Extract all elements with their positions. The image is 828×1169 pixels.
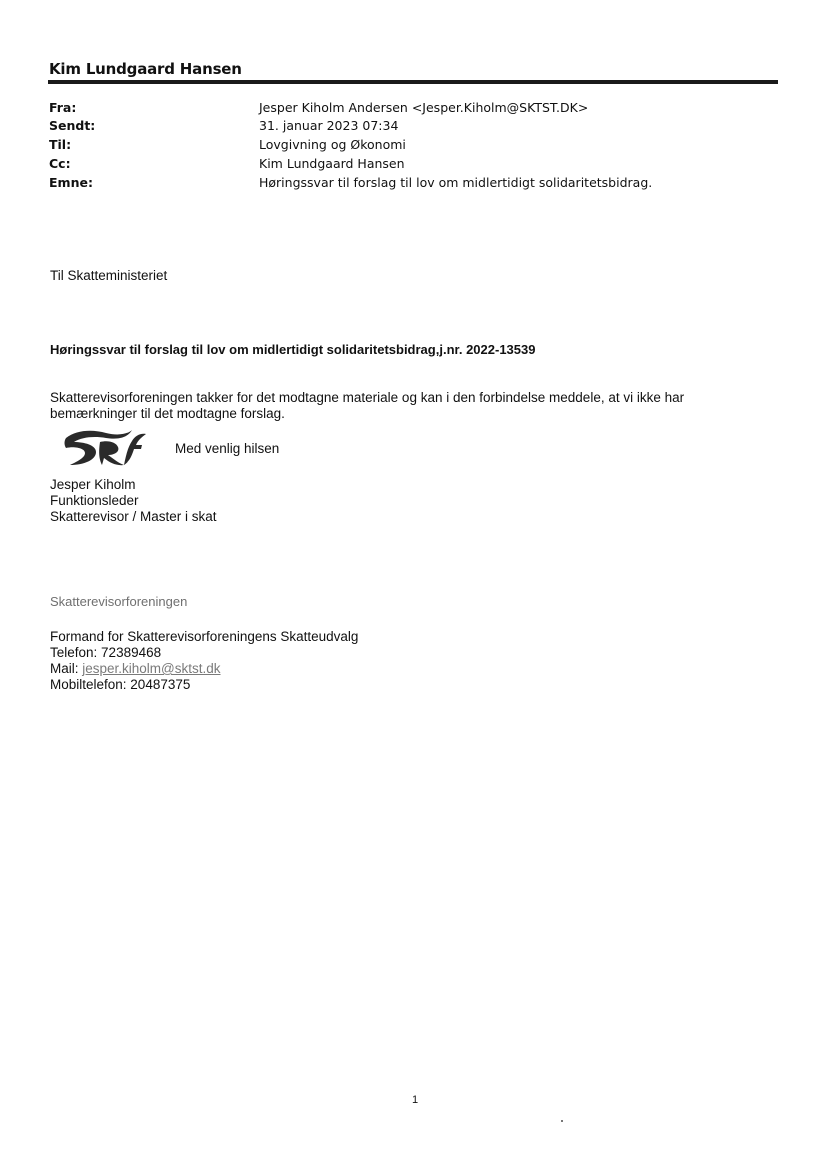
recipient-line: Til Skatteministeriet	[50, 268, 168, 283]
mobile-value: 20487375	[130, 677, 191, 692]
mobile-line	[50, 677, 190, 694]
meta-row-subject	[49, 175, 789, 193]
phone-label: Telefon:	[50, 645, 102, 660]
meta-label-to: Til:	[49, 137, 72, 152]
body-paragraph-line-2: bemærkninger til det modtagne forslag.	[50, 406, 285, 421]
meta-label-subject: Emne:	[49, 175, 93, 190]
mail-line	[50, 661, 221, 678]
phone-line	[50, 645, 161, 662]
page-number: 1	[412, 1094, 419, 1106]
meta-label-cc: Cc:	[49, 156, 71, 171]
meta-row-cc	[49, 156, 789, 174]
meta-value-subject: Høringssvar til forslag til lov om midlertidigt solidaritetsbidrag.	[259, 175, 653, 190]
meta-row-sent	[49, 118, 789, 136]
organization-name: Skatterevisorforeningen	[50, 594, 188, 609]
greeting: Med venlig hilsen	[175, 441, 280, 456]
signature-role: Skatterevisor / Master i skat	[50, 509, 217, 524]
srf-logo	[62, 425, 150, 469]
body-paragraph-line-1: Skatterevisorforeningen takker for det modtagne materiale og kan i den forbindelse meddele, at vi ikke har	[50, 390, 685, 405]
meta-row-to	[49, 137, 789, 155]
mail-link[interactable]: jesper.kiholm@sktst.dk	[82, 661, 221, 676]
subject-heading: Høringssvar til forslag til lov om midlertidigt solidaritetsbidrag,j.nr. 2022-13539	[50, 342, 536, 357]
phone-value: 72389468	[101, 645, 162, 660]
committee-line: Formand for Skatterevisorforeningens Skatteudvalg	[50, 629, 359, 644]
meta-value-sent: 31. januar 2023 07:34	[259, 118, 399, 133]
signature-title: Funktionsleder	[50, 493, 139, 508]
signature-name: Jesper Kiholm	[50, 477, 136, 492]
meta-row-from	[49, 100, 789, 118]
mail-label: Mail:	[50, 661, 83, 676]
sender-name-heading: Kim Lundgaard Hansen	[49, 60, 242, 78]
header-divider	[48, 80, 778, 84]
meta-label-from: Fra:	[49, 100, 77, 115]
scan-speck	[561, 1120, 563, 1122]
meta-value-from: Jesper Kiholm Andersen <Jesper.Kiholm@SKTST.DK>	[259, 100, 589, 115]
meta-value-to: Lovgivning og Økonomi	[259, 137, 406, 152]
mobile-label: Mobiltelefon:	[50, 677, 131, 692]
meta-value-cc: Kim Lundgaard Hansen	[259, 156, 405, 171]
meta-label-sent: Sendt:	[49, 118, 96, 133]
